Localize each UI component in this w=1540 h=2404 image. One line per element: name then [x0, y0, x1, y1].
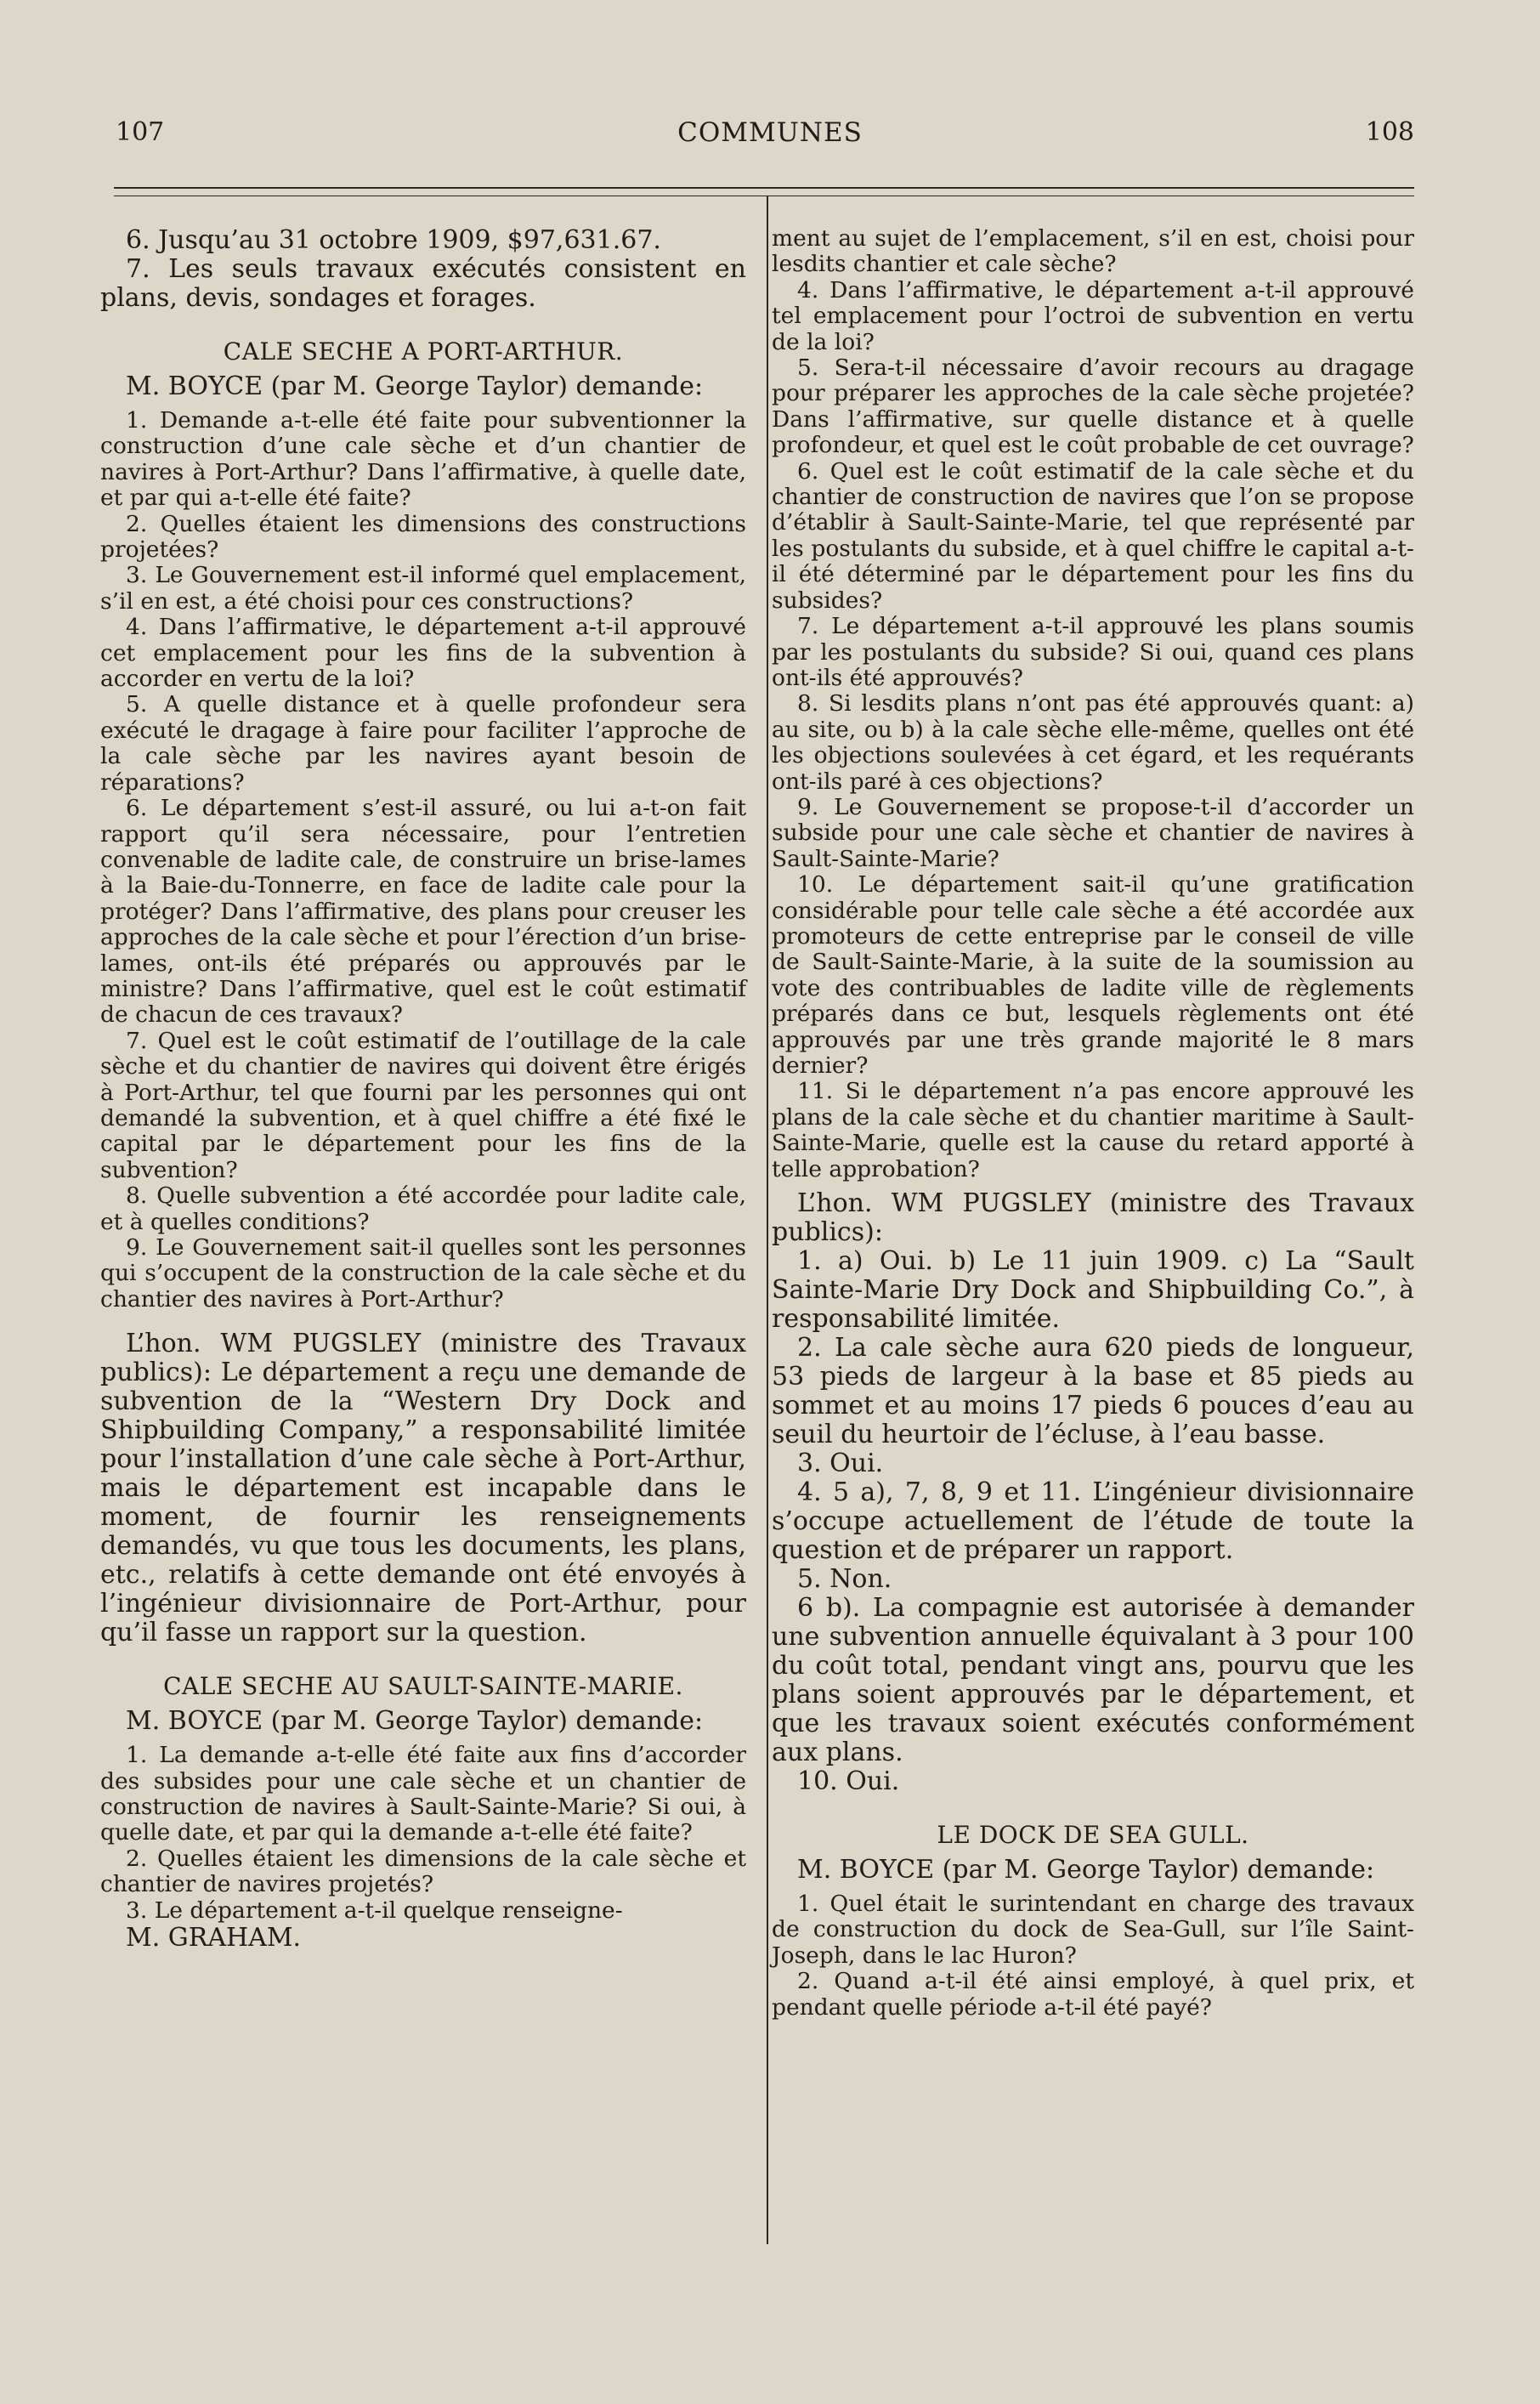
speaker-line: M. BOYCE (par M. George Taylor) demande: — [126, 1706, 704, 1737]
answer-item: 5. Non. — [797, 1564, 892, 1595]
minister-answer: L’hon. WM PUGSLEY (ministre des Travaux publics): Le département a reçu une demande de subvention de la “Western Dry Dock and Shipbuilding Company,” a responsabilité limitée pour l’installation d’une cale sèche à Port-Arthur, mais le département est incapable dans le moment, de fournir les renseignements demandés, vu que tous les documents, les plans, etc., relatifs à cette demande ont été envoyés à l’ingénieur divisionnaire de Port-Arthur, pour qu’il fasse un rapport sur la question. — [100, 1329, 746, 1648]
question-item: 9. Le Gouvernement sait-il quelles sont les personnes qui s’occupent de la construction de la cale sèche et du chantier des navires à Port-Arthur? — [100, 1234, 746, 1313]
question-item: 4. Dans l’affirmative, le département a-t-il approuvé cet emplacement pour les fins de la subvention à accorder en vertu de la loi? — [100, 614, 746, 693]
question-item: 1. Quel était le surintendant en charge des travaux de construction du dock de Sea-Gull, sur l’île Saint-Joseph, dans le lac Huron? — [772, 1891, 1414, 1969]
page-number-left: 107 — [116, 117, 165, 147]
section-heading: CALE SECHE A PORT-ARTHUR. — [223, 337, 624, 366]
answer-item: 7. Les seuls travaux exécutés consistent en plans, devis, sondages et forages. — [100, 254, 746, 313]
answer-item: 3. Oui. — [797, 1449, 884, 1479]
question-item: 6. Le département s’est-il assuré, ou lui a-t-on fait rapport qu’il sera nécessaire, pour l’entretien convenable de ladite cale, de construire un brise-lames à la Baie-du-Tonnerre, en face de ladite cale pour la protéger? Dans l’affirmative, des plans pour creuser les approches de la cale sèche et pour l’érection d’un brise-lames, ont-ils été préparés ou approuvés par le ministre? Dans l’affirmative, quel est le coût estimatif de chacun de ces travaux? — [100, 795, 746, 1029]
question-item: 7. Le département a-t-il approuvé les plans soumis par les postulants du subside? Si oui, quand ces plans ont-ils été approuvés? — [772, 613, 1414, 691]
answer-item: 4. 5 a), 7, 8, 9 et 11. L’ingénieur divisionnaire s’occupe actuellement de l’étude de toute la question et de préparer un rapport. — [772, 1477, 1414, 1566]
question-item: 5. Sera-t-il nécessaire d’avoir recours au dragage pour préparer les approches de la cale sèche projetée? Dans l’affirmative, sur quelle distance et à quelle profondeur, et quel est le coût probable de cet ouvrage? — [772, 354, 1414, 459]
minister-answer: L’hon. WM PUGSLEY (ministre des Travaux publics): — [772, 1188, 1414, 1248]
question-item: 1. La demande a-t-elle été faite aux fins d’accorder des subsides pour une cale sèche et un chantier de construction de navires à Sault-Sainte-Marie? Si oui, à quelle date, et par qui la demande a-t-elle été faite? — [100, 1742, 746, 1846]
right-column — [772, 226, 1414, 2021]
question-item: 9. Le Gouvernement se propose-t-il d’accorder un subside pour une cale sèche et chantier de navires à Sault-Sainte-Marie? — [772, 793, 1414, 872]
column-divider — [767, 196, 768, 2244]
question-continuation: ment au sujet de l’emplacement, s’il en est, choisi pour lesdits chantier et cale sèche? — [772, 225, 1414, 278]
question-item: 2. Quand a-t-il été ainsi employé, à quel prix, et pendant quelle période a-t-il été payé? — [772, 1968, 1414, 2021]
header-rule — [114, 187, 1414, 189]
question-item: 8. Quelle subvention a été accordée pour ladite cale, et à quelles conditions? — [100, 1182, 746, 1235]
answer-item: 6 b). La compagnie est autorisée à demander une subvention annuelle équivalant à 3 pour 100 du coût total, pendant vingt ans, pourvu que les plans soient approuvés par le département, et que les travaux soient exécutés conformément aux plans. — [772, 1593, 1414, 1768]
answer-item: 1. a) Oui. b) Le 11 juin 1909. c) La “Sault Sainte-Marie Dry Dock and Shipbuilding Co.”, à responsabilité limitée. — [772, 1246, 1414, 1335]
answer-item: 6. Jusqu’au 31 octobre 1909, $97,631.67. — [126, 225, 661, 255]
question-item: 8. Si lesdits plans n’ont pas été approuvés quant: a) au site, ou b) à la cale sèche elle-même, quelles ont été les objections soulevées à cet égard, et les requérants ont-ils paré à ces objections? — [772, 690, 1414, 795]
section-heading: LE DOCK DE SEA GULL. — [937, 1821, 1249, 1850]
speaker-line: M. BOYCE (par M. George Taylor) demande: — [797, 1855, 1375, 1885]
question-item: 3. Le département a-t-il quelque renseigne- — [126, 1897, 623, 1924]
question-item: 10. Le département sait-il qu’une gratification considérable pour telle cale sèche a été accordée aux promoteurs de cette entreprise par le conseil de ville de Sault-Sainte-Marie, à la suite de la soumission au vote des contribuables de ladite ville de règlements préparés dans ce but, lesquels règlements ont été approuvés par une très grande majorité le 8 mars dernier? — [772, 871, 1414, 1079]
question-item: 1. Demande a-t-elle été faite pour subventionner la construction d’une cale sèche et d’un chantier de navires à Port-Arthur? Dans l’affirmative, à quelle date, et par qui a-t-elle été faite? — [100, 407, 746, 512]
question-item: 2. Quelles étaient les dimensions des constructions projetées? — [100, 510, 746, 564]
page-footer-signature: M. GRAHAM. — [126, 1923, 302, 1953]
running-title: COMMUNES — [677, 117, 863, 148]
section-heading: CALE SECHE AU SAULT-SAINTE-MARIE. — [163, 1672, 683, 1701]
left-column — [100, 226, 746, 1953]
page-number-right: 108 — [1365, 117, 1414, 147]
question-item: 5. A quelle distance et à quelle profondeur sera exécuté le dragage à faire pour faciliter l’approche de la cale sèche par les navires ayant besoin de réparations? — [100, 691, 746, 796]
question-item: 3. Le Gouvernement est-il informé quel emplacement, s’il en est, a été choisi pour ces constructions? — [100, 562, 746, 615]
question-item: 2. Quelles étaient les dimensions de la cale sèche et chantier de navires projetés? — [100, 1845, 746, 1898]
question-item: 7. Quel est le coût estimatif de l’outillage de la cale sèche et du chantier de navires qui doivent être érigés à Port-Arthur, tel que fourni par les personnes qui ont demandé la subvention, et à quel chiffre a été fixé le capital par le département pour les fins de la subvention? — [100, 1027, 746, 1183]
answer-item: 10. Oui. — [797, 1766, 900, 1797]
speaker-line: M. BOYCE (par M. George Taylor) demande: — [126, 371, 704, 401]
page-header — [0, 117, 1540, 160]
answer-item: 2. La cale sèche aura 620 pieds de longueur, 53 pieds de largeur à la base et 85 pieds au sommet et au moins 17 pieds 6 pouces d’eau au seuil du heurtoir de l’écluse, à l’eau basse. — [772, 1333, 1414, 1450]
question-item: 11. Si le département n’a pas encore approuvé les plans de la cale sèche et du chantier maritime à Sault-Sainte-Marie, quelle est la cause du retard apporté à telle approbation? — [772, 1078, 1414, 1182]
question-item: 4. Dans l’affirmative, le département a-t-il approuvé tel emplacement pour l’octroi de subvention en vertu de la loi? — [772, 276, 1414, 355]
question-item: 6. Quel est le coût estimatif de la cale sèche et du chantier de construction de navires que l’on se propose d’établir à Sault-Sainte-Marie, tel que représenté par les postulants du subside, et à quel chiffre le capital a-t-il été déterminé par le département pour les fins du subsides? — [772, 457, 1414, 614]
